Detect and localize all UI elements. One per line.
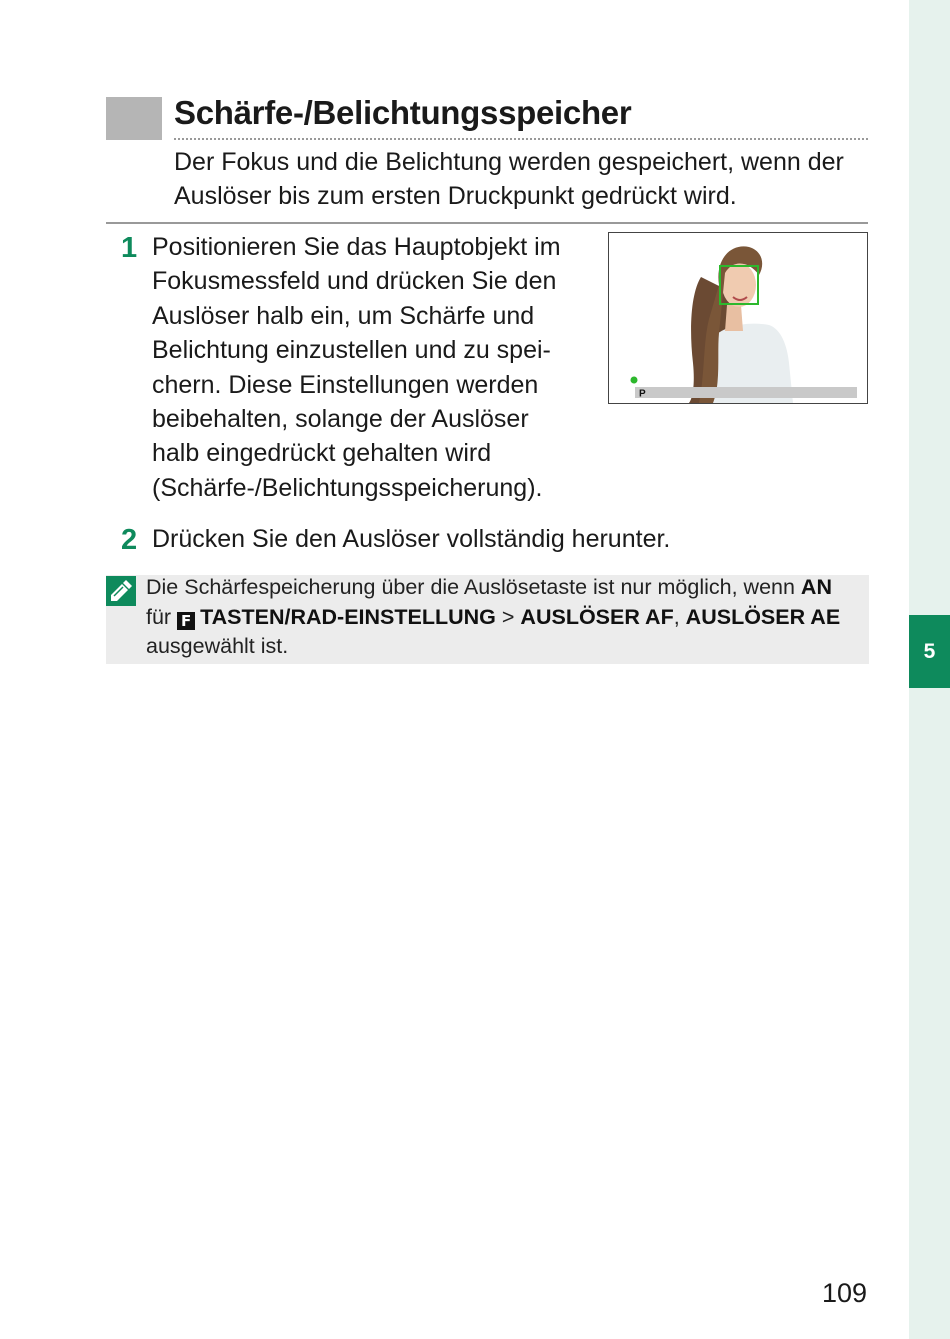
viewfinder-illustration <box>608 232 868 404</box>
step-1-line: (Schärfe-/Belichtungsspeicherung). <box>152 473 543 502</box>
note-sep2: , <box>673 604 686 629</box>
step-2-number: 2 <box>121 524 138 556</box>
note-part1: Die Schärfespeicherung über die Auslösetaste ist nur möglich, wenn <box>146 575 801 599</box>
section-rule <box>106 222 868 224</box>
step-1-line: Belichtung einzustellen und zu spei- <box>152 336 551 365</box>
note-bold-af: AUSLÖSER AF <box>520 604 674 629</box>
note-bold-an: AN <box>800 575 832 599</box>
page-title: Schärfe-/Belichtungsspeicher <box>174 94 632 131</box>
settings-key-icon: F <box>177 612 195 630</box>
note-pencil-icon <box>106 576 136 606</box>
note-bold-menu: TASTEN/RAD-EINSTELLUNG <box>200 604 496 629</box>
step-1-text <box>152 230 602 505</box>
title-marker <box>106 97 162 140</box>
step-1-line: beibehalten, solange der Auslöser <box>152 405 529 434</box>
step-1-line: halb eingedrückt gehalten wird <box>152 439 492 468</box>
note-part3: ausgewählt ist. <box>146 634 289 658</box>
step-1-number: 1 <box>121 232 138 264</box>
intro-text: Der Fokus und die Belichtung werden gespeichert, wenn der Auslöser bis zum ersten Druckpunkt gedrückt wird. <box>174 148 844 210</box>
step-1-line: chern. Diese Einstellungen werden <box>152 370 539 399</box>
viewfinder-svg <box>609 233 867 403</box>
info-bar <box>635 387 857 398</box>
step-1-line: Fokusmessfeld und drücken Sie den <box>152 267 557 296</box>
chapter-tab[interactable]: 5 <box>909 615 950 688</box>
page-number: 109 <box>822 1278 868 1308</box>
step-2-text: Drücken Sie den Auslöser vollständig herunter. <box>152 525 671 553</box>
neck <box>725 305 743 331</box>
note-text <box>146 573 861 662</box>
step-1-line: Auslöser halb ein, um Schärfe und <box>152 301 535 330</box>
title-divider <box>174 138 868 140</box>
note-bold-ae: AUSLÖSER AE <box>685 604 841 629</box>
step-1-line: Positionieren Sie das Hauptobjekt im <box>152 233 561 261</box>
note-sep1: > <box>495 604 521 629</box>
note-part2: für <box>146 604 178 629</box>
mode-label: P <box>639 388 646 400</box>
focus-indicator-dot <box>631 377 638 384</box>
